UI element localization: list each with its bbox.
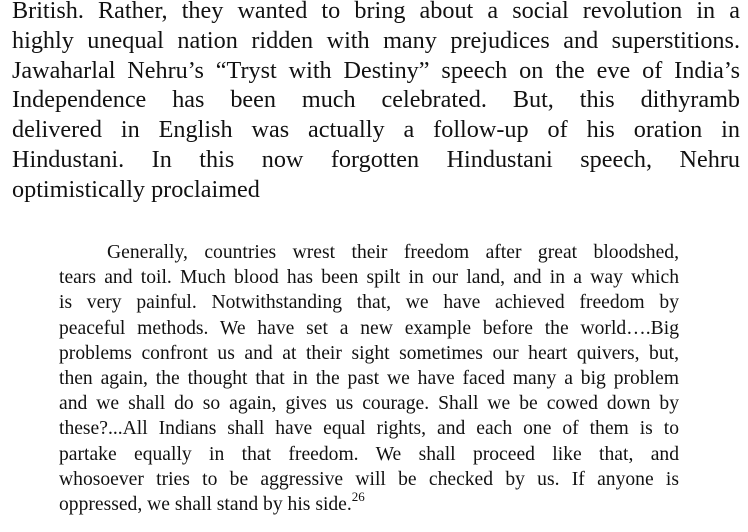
quote-line-last <box>59 488 679 517</box>
quote-line: tears and toil. Much blood has been spilt in our land, and in a way which <box>59 267 679 289</box>
body-line: Hindustani. In this now forgotten Hindustani speech, Nehru <box>12 145 740 173</box>
quote-line: is very painful. Notwithstanding that, we have achieved freedom by <box>59 292 679 314</box>
body-paragraph <box>12 0 740 205</box>
body-line: delivered in English was actually a follow-up of his oration in <box>12 116 740 144</box>
quote-line: these?...All Indians shall have equal rights, and each one of them is to <box>59 418 679 440</box>
quote-line-text: oppressed, we shall stand by his side. <box>59 493 352 515</box>
quote-line: and we shall do so again, gives us courage. Shall we be cowed down by <box>59 393 679 415</box>
quote-line: then again, the thought that in the past we have faced many a big problem <box>59 367 679 389</box>
quote-line: whosoever tries to be aggressive will be checked by us. If anyone is <box>59 468 679 490</box>
body-line: highly unequal nation ridden with many prejudices and superstitions. <box>12 26 740 54</box>
body-line: optimistically proclaimed <box>12 175 260 203</box>
body-line: Independence has been much celebrated. But, this dithyramb <box>12 86 740 114</box>
block-quote <box>59 240 679 517</box>
quote-line: partake equally in that freedom. We shall proceed like that, and <box>59 443 679 465</box>
quote-line: Generally, countries wrest their freedom after great bloodshed, <box>107 242 679 263</box>
body-line: Jawaharlal Nehru’s “Tryst with Destiny” speech on the eve of India’s <box>12 56 740 84</box>
quote-line: peaceful methods. We have set a new example before the world….Big <box>59 317 679 339</box>
quote-line: problems confront us and at their sight sometimes our heart quivers, but, <box>59 342 679 364</box>
footnote-marker[interactable]: 26 <box>351 488 365 504</box>
body-line: British. Rather, they wanted to bring about a social revolution in a <box>12 0 740 24</box>
